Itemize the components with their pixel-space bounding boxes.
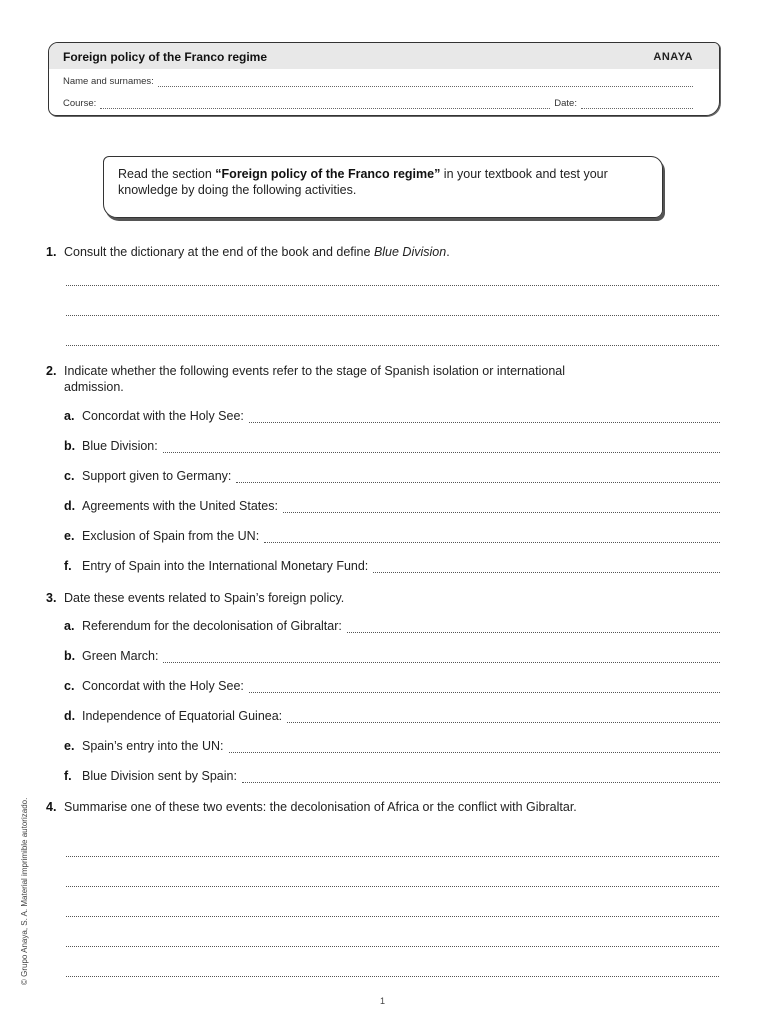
question-number: 3. bbox=[46, 591, 57, 605]
answer-line[interactable] bbox=[66, 345, 719, 346]
answer-field[interactable] bbox=[347, 622, 720, 633]
answer-field[interactable] bbox=[163, 442, 720, 453]
page-number: 1 bbox=[380, 996, 386, 1006]
list-item: e. Exclusion of Spain from the UN: bbox=[64, 529, 720, 543]
question-3 bbox=[46, 590, 345, 606]
list-item: f. Entry of Spain into the International Monetary Fund: bbox=[64, 559, 720, 573]
answer-line[interactable] bbox=[66, 856, 719, 857]
list-item: c. Support given to Germany: bbox=[64, 469, 720, 483]
list-item: b. Green March: bbox=[64, 649, 720, 663]
name-field-row bbox=[63, 76, 693, 87]
term-blue-division: Blue Division bbox=[373, 245, 447, 259]
course-label: Course: bbox=[63, 98, 97, 109]
name-field[interactable] bbox=[158, 78, 693, 87]
question-text: Date these events related to Spain’s foreign policy. bbox=[64, 591, 345, 605]
list-item: d. Independence of Equatorial Guinea: bbox=[64, 709, 720, 723]
instruction-text bbox=[118, 166, 648, 198]
answer-field[interactable] bbox=[163, 652, 720, 663]
instruction-section: “Foreign policy of the Franco regime” bbox=[215, 167, 441, 181]
question-number: 1. bbox=[46, 245, 57, 259]
instruction-prefix: Read the section bbox=[118, 167, 216, 181]
answer-field[interactable] bbox=[249, 412, 720, 423]
list-item: c. Concordat with the Holy See: bbox=[64, 679, 720, 693]
course-field[interactable] bbox=[100, 100, 550, 109]
answer-line[interactable] bbox=[66, 886, 719, 887]
answer-field[interactable] bbox=[236, 472, 720, 483]
anaya-logo: ANAYA bbox=[653, 51, 693, 63]
list-item: a. Concordat with the Holy See: bbox=[64, 409, 720, 423]
date-field[interactable] bbox=[581, 100, 693, 109]
copyright-notice: © Grupo Anaya, S. A. Material imprimible autorizado. bbox=[20, 797, 29, 985]
answer-field[interactable] bbox=[264, 532, 720, 543]
question-4 bbox=[46, 799, 577, 815]
answer-line[interactable] bbox=[66, 916, 719, 917]
question-2 bbox=[46, 363, 566, 394]
list-item: f. Blue Division sent by Spain: bbox=[64, 769, 720, 783]
worksheet-header bbox=[48, 42, 720, 116]
question-1 bbox=[46, 244, 450, 260]
question-number: 4. bbox=[46, 800, 57, 814]
instruction-suffix: in your textbook and test your knowledge by doing the following activities. bbox=[118, 167, 608, 197]
instruction-box bbox=[103, 156, 663, 218]
worksheet-title: Foreign policy of the Franco regime bbox=[63, 50, 268, 64]
list-item: e. Spain’s entry into the UN: bbox=[64, 739, 720, 753]
question-text: Summarise one of these two events: the decolonisation of Africa or the conflict with Gibraltar. bbox=[64, 800, 577, 814]
list-item: a. Referendum for the decolonisation of Gibraltar: bbox=[64, 619, 720, 633]
question-number: 2. bbox=[46, 364, 57, 378]
answer-line[interactable] bbox=[66, 976, 719, 977]
answer-field[interactable] bbox=[283, 502, 720, 513]
date-label: Date: bbox=[554, 98, 577, 109]
list-item: d. Agreements with the United States: bbox=[64, 499, 720, 513]
answer-field[interactable] bbox=[249, 682, 720, 693]
answer-line[interactable] bbox=[66, 315, 719, 316]
answer-line[interactable] bbox=[66, 285, 719, 286]
answer-field[interactable] bbox=[287, 712, 720, 723]
question-text: Consult the dictionary at the end of the book and define Blue Division. bbox=[64, 245, 450, 259]
question-text: Indicate whether the following events refer to the stage of Spanish isolation or international admission. bbox=[64, 364, 566, 394]
answer-field[interactable] bbox=[229, 742, 720, 753]
course-field-row bbox=[63, 98, 693, 109]
answer-line[interactable] bbox=[66, 946, 719, 947]
answer-field[interactable] bbox=[242, 772, 720, 783]
answer-field[interactable] bbox=[373, 562, 720, 573]
name-label: Name and surnames: bbox=[63, 76, 154, 87]
list-item: b. Blue Division: bbox=[64, 439, 720, 453]
